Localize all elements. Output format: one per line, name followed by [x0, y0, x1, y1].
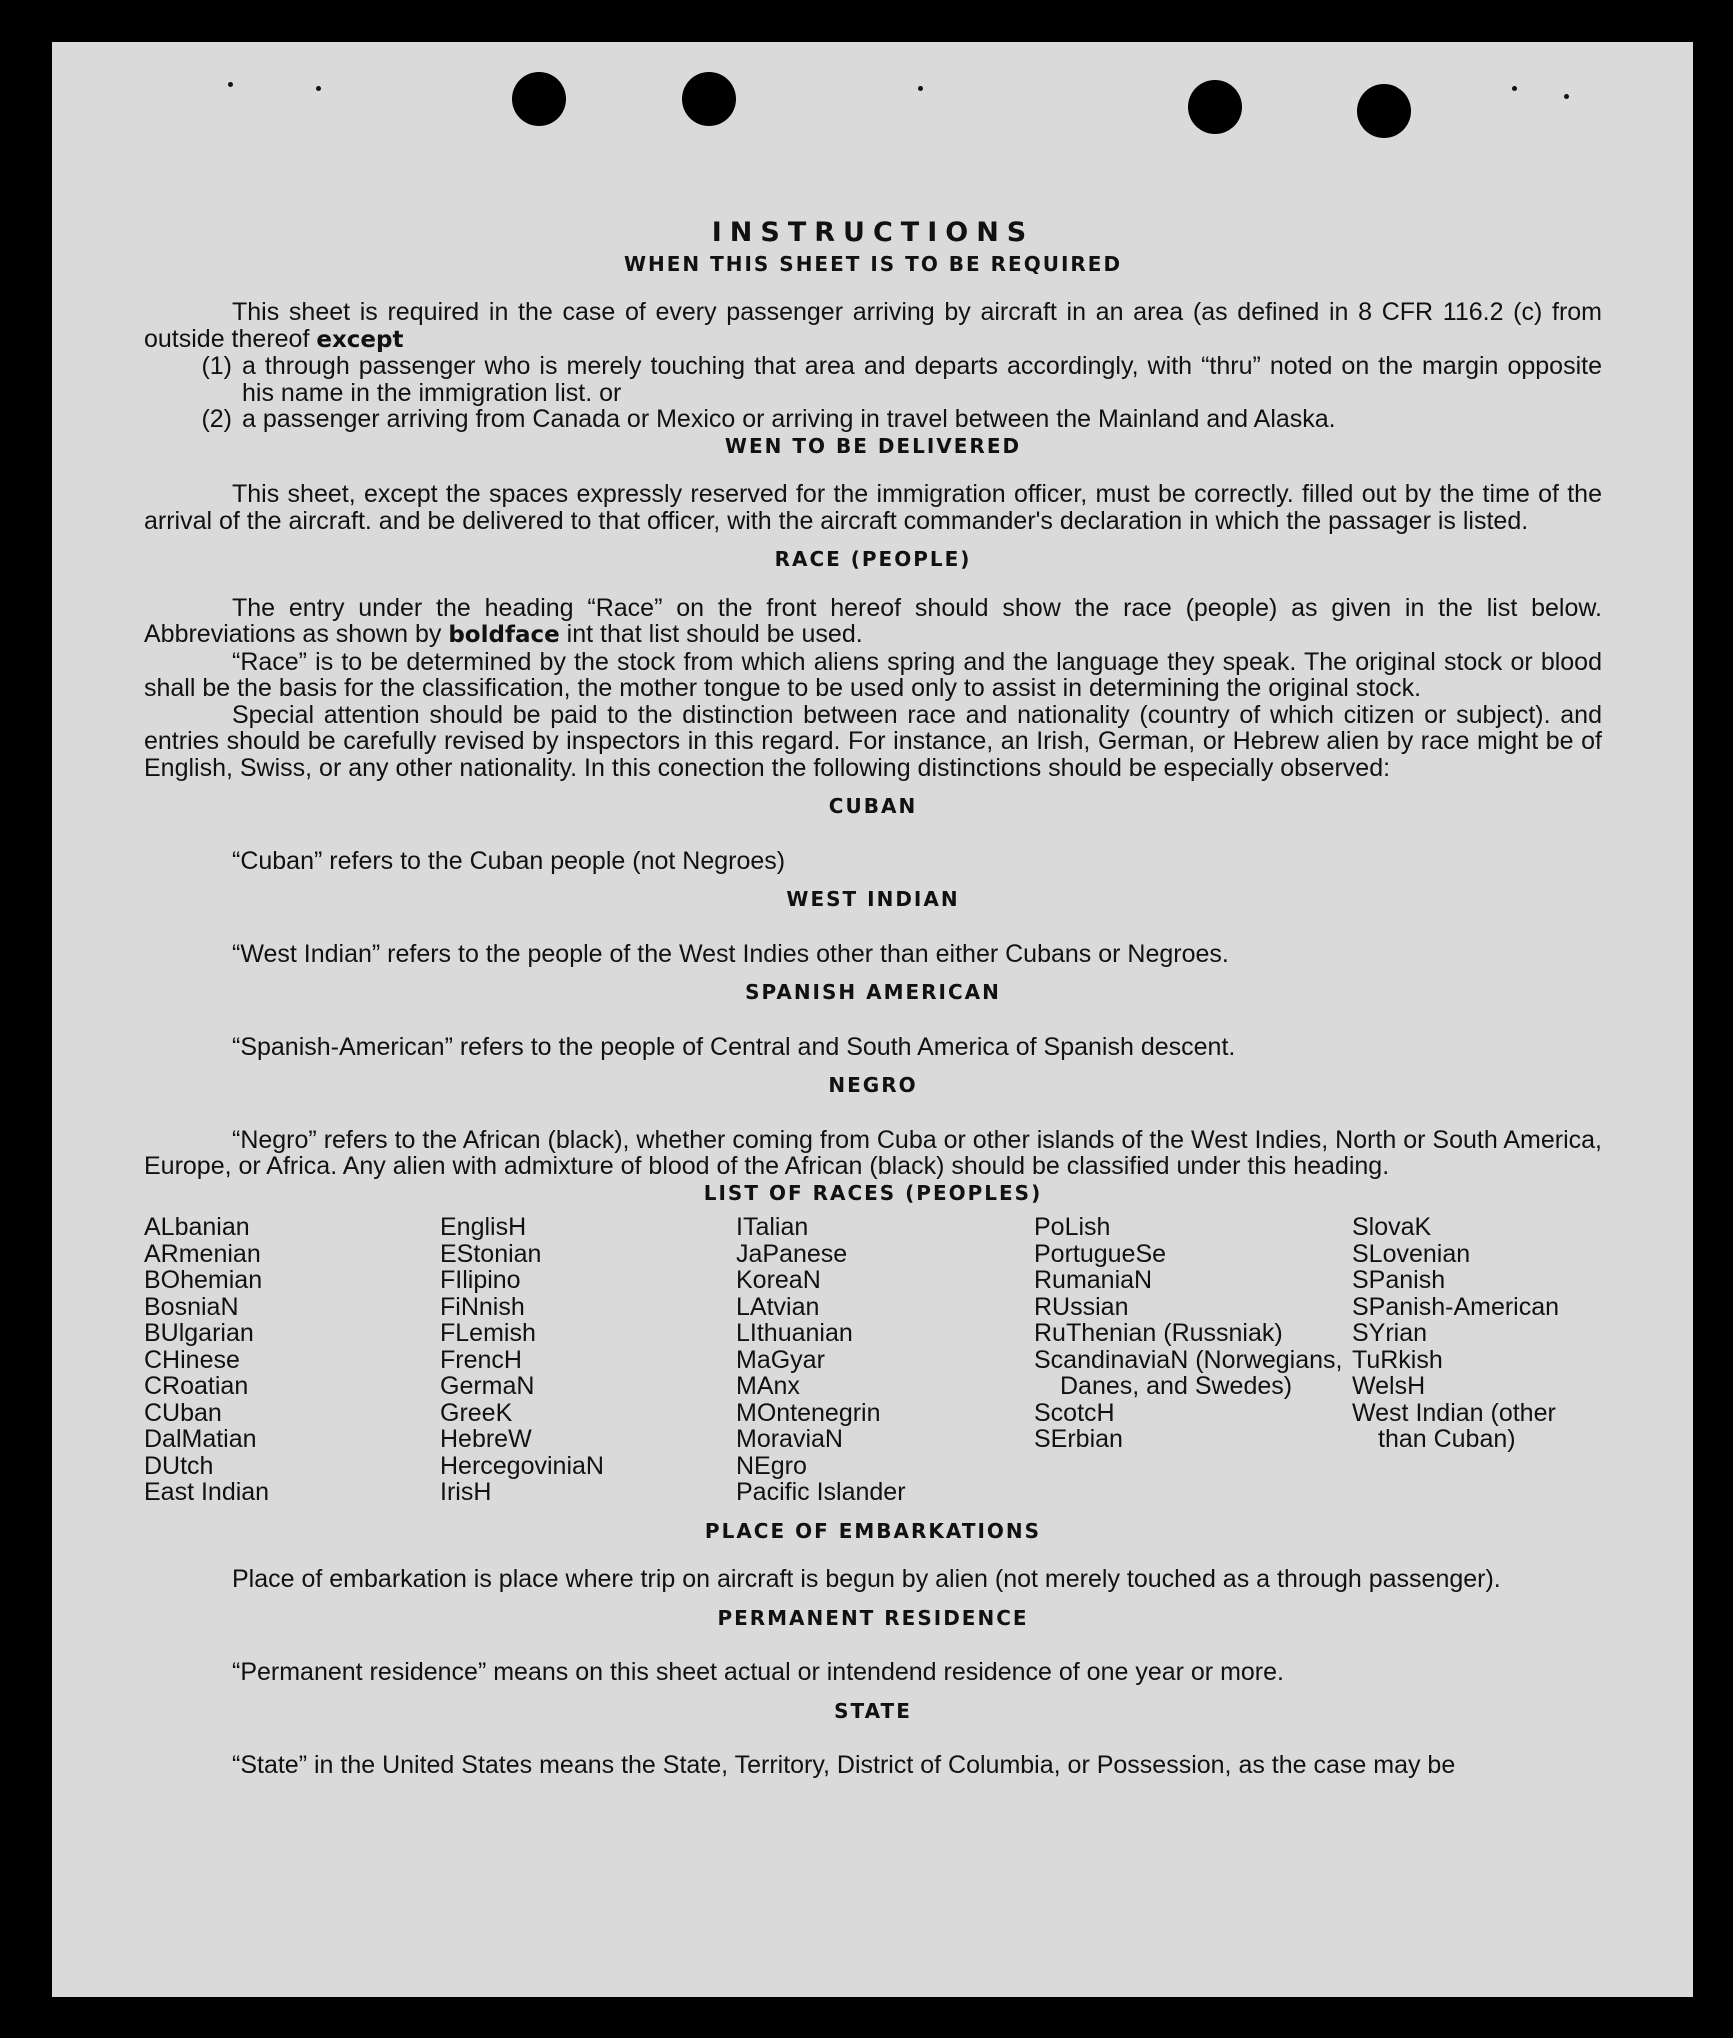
race-text: int that list should be used.: [559, 620, 863, 648]
race-item: MaGyar: [736, 1345, 825, 1374]
race-item: HercegoviniaN: [440, 1451, 604, 1480]
race-item: East Indian: [144, 1478, 270, 1506]
race-paragraph-3: Special attention should be paid to the distinction between race and nationality (country of which citizen or subject). and entries should be carefully revised by inspectors in this regard. For instance, an Irish, German, or Hebrew alien by race might be of English, Swiss, or any other nationality. In this conection the following distinctions should be especially observed:: [144, 700, 1602, 782]
race-item: LIthuanian: [736, 1319, 853, 1347]
spanish-american-text: “Spanish-American” refers to the people of Central and South America of Spanish descent.: [232, 1032, 1236, 1061]
races-column-5: [1352, 1214, 1602, 1506]
race-item: MoraviaN: [736, 1425, 843, 1453]
race-item: ScandinaviaN (Norwegians, Danes, and Swedes): [1034, 1345, 1343, 1400]
race-item: WelsH: [1352, 1372, 1426, 1400]
list-number: (1): [201, 352, 232, 380]
page-title: INSTRUCTIONS: [711, 217, 1035, 248]
except-bold: except: [316, 326, 404, 353]
list-text: a passenger arriving from Canada or Mexico or arriving in travel between the Mainland and Alaska.: [242, 405, 1336, 433]
race-item: CRoatian: [144, 1372, 249, 1400]
race-item: BUlgarian: [144, 1319, 254, 1347]
race-item: CHinese: [144, 1345, 240, 1374]
races-column-1: [144, 1214, 440, 1506]
race-item: SErbian: [1034, 1425, 1123, 1453]
required-text: This sheet is required in the case of every passenger arriving by aircraft in an area (as defined in 8 CFR 116.2 (c) from outside thereof: [144, 298, 1602, 353]
negro-text: “Negro” refers to the African (black), whether coming from Cuba or other islands of the West Indies, North or South America, Europe, or Africa. Any alien with admixture of blood of the African (black) should be classified under this heading.: [144, 1125, 1602, 1180]
race-item: SYrian: [1352, 1319, 1428, 1347]
race-item: ITalian: [736, 1213, 809, 1241]
section-heading-races: LIST OF RACES (PEOPLES): [703, 1180, 1043, 1205]
race-item: SPanish: [1352, 1266, 1446, 1294]
race-item: MAnx: [736, 1372, 800, 1400]
race-item: KoreaN: [736, 1266, 821, 1294]
race-item: TuRkish: [1352, 1345, 1443, 1374]
race-item: EnglisH: [440, 1213, 527, 1241]
list-text: a through passenger who is merely touching that area and departs accordingly, with “thru” noted on the margin opposite his name in the immigration list. or: [242, 352, 1602, 407]
race-item: GreeK: [440, 1398, 513, 1427]
section-heading-residence: PERMANENT RESIDENCE: [717, 1605, 1029, 1630]
section-heading-race: RACE (PEOPLE): [774, 547, 972, 571]
boldface-bold: boldface: [448, 622, 560, 648]
scan-speck: [1512, 86, 1517, 91]
instructions-body: [144, 217, 1602, 1779]
scan-speck: [918, 86, 923, 91]
race-item: DUtch: [144, 1451, 214, 1480]
race-item: DalMatian: [144, 1425, 257, 1453]
section-heading-required: WHEN THIS SHEET IS TO BE REQUIRED: [623, 251, 1123, 276]
race-item: PortugueSe: [1034, 1239, 1167, 1268]
punch-hole: [1188, 80, 1242, 134]
punch-hole: [512, 72, 566, 126]
races-column-2: [440, 1214, 736, 1506]
race-item: ScotcH: [1034, 1398, 1115, 1427]
race-item: LAtvian: [736, 1292, 820, 1321]
scan-speck: [228, 82, 233, 87]
scan-speck: [1564, 94, 1569, 99]
race-item: RUssian: [1034, 1292, 1129, 1321]
state-text: “State” in the United States means the State, Territory, District of Columbia, or Possession, as the case may be: [232, 1751, 1456, 1779]
west-indian-text: “West Indian” refers to the people of the West Indies other than either Cubans or Negroes.: [232, 939, 1229, 968]
race-item: FiNnish: [440, 1292, 525, 1321]
section-heading-west-indian: WEST INDIAN: [786, 887, 960, 911]
list-number: (2): [201, 405, 232, 433]
list-item: [144, 353, 1602, 406]
race-item: RumaniaN: [1034, 1266, 1153, 1294]
cuban-text: “Cuban” refers to the Cuban people (not Negroes): [232, 846, 786, 875]
race-item: CUban: [144, 1398, 222, 1427]
punch-hole: [682, 72, 736, 126]
race-item: SPanish-American: [1352, 1292, 1560, 1321]
race-item: IrisH: [440, 1478, 492, 1506]
residence-text: “Permanent residence” means on this sheet actual or intendend residence of one year or more.: [232, 1658, 1284, 1686]
scan-speck: [316, 86, 321, 91]
race-item: BosniaN: [144, 1292, 239, 1321]
race-item: ALbanian: [144, 1213, 250, 1241]
required-paragraph: [144, 299, 1602, 353]
document-sheet: [52, 42, 1693, 1997]
race-text: The entry under the heading “Race” on the front hereof should show the race (people) as given in the list below. Abbreviations as shown by: [144, 593, 1602, 648]
race-item: FrencH: [440, 1345, 522, 1374]
races-list: [144, 1214, 1602, 1506]
race-item: FLemish: [440, 1319, 536, 1347]
race-item: SLovenian: [1352, 1239, 1471, 1268]
delivered-paragraph: This sheet, except the spaces expressly reserved for the immigration officer, must be correctly. filled out by the time of the arrival of the aircraft. and be delivered to that officer, with the aircraft commander's declaration in which the passager is listed.: [144, 480, 1602, 535]
races-column-4: [1034, 1214, 1352, 1506]
section-heading-embarkation: PLACE OF EMBARKATIONS: [704, 1518, 1042, 1543]
race-item: BOhemian: [144, 1266, 263, 1294]
race-item: FIlipino: [440, 1266, 521, 1294]
race-item: GermaN: [440, 1372, 535, 1400]
race-item: Pacific Islander: [736, 1478, 906, 1506]
race-item: MOntenegrin: [736, 1398, 881, 1427]
race-item: JaPanese: [736, 1239, 848, 1268]
race-item: HebreW: [440, 1425, 532, 1453]
section-heading-cuban: CUBAN: [828, 794, 918, 818]
race-paragraph-1: [144, 595, 1602, 649]
punch-hole: [1357, 84, 1411, 138]
race-item: PoLish: [1034, 1213, 1111, 1241]
race-item: SlovaK: [1352, 1213, 1432, 1241]
race-item: ARmenian: [144, 1239, 261, 1268]
race-item: West Indian (other than Cuban): [1352, 1398, 1556, 1453]
race-item: RuThenian (Russniak): [1034, 1319, 1283, 1347]
section-heading-delivered: WEN TO BE DELIVERED: [724, 433, 1022, 458]
section-heading-state: STATE: [834, 1698, 912, 1723]
section-heading-negro: NEGRO: [828, 1073, 918, 1097]
section-heading-spanish-american: SPANISH AMERICAN: [745, 980, 1001, 1004]
races-column-3: [736, 1214, 1034, 1506]
race-paragraph-2: “Race” is to be determined by the stock from which aliens spring and the language they speak. The original stock or blood shall be the basis for the classification, the mother tongue to be used only to assist in determining the original stock.: [144, 647, 1602, 702]
race-item: NEgro: [736, 1451, 807, 1480]
embarkation-text: Place of embarkation is place where trip on aircraft is begun by alien (not merely touched as a through passenger).: [232, 1565, 1501, 1593]
list-item: [144, 406, 1602, 433]
race-item: EStonian: [440, 1239, 542, 1268]
